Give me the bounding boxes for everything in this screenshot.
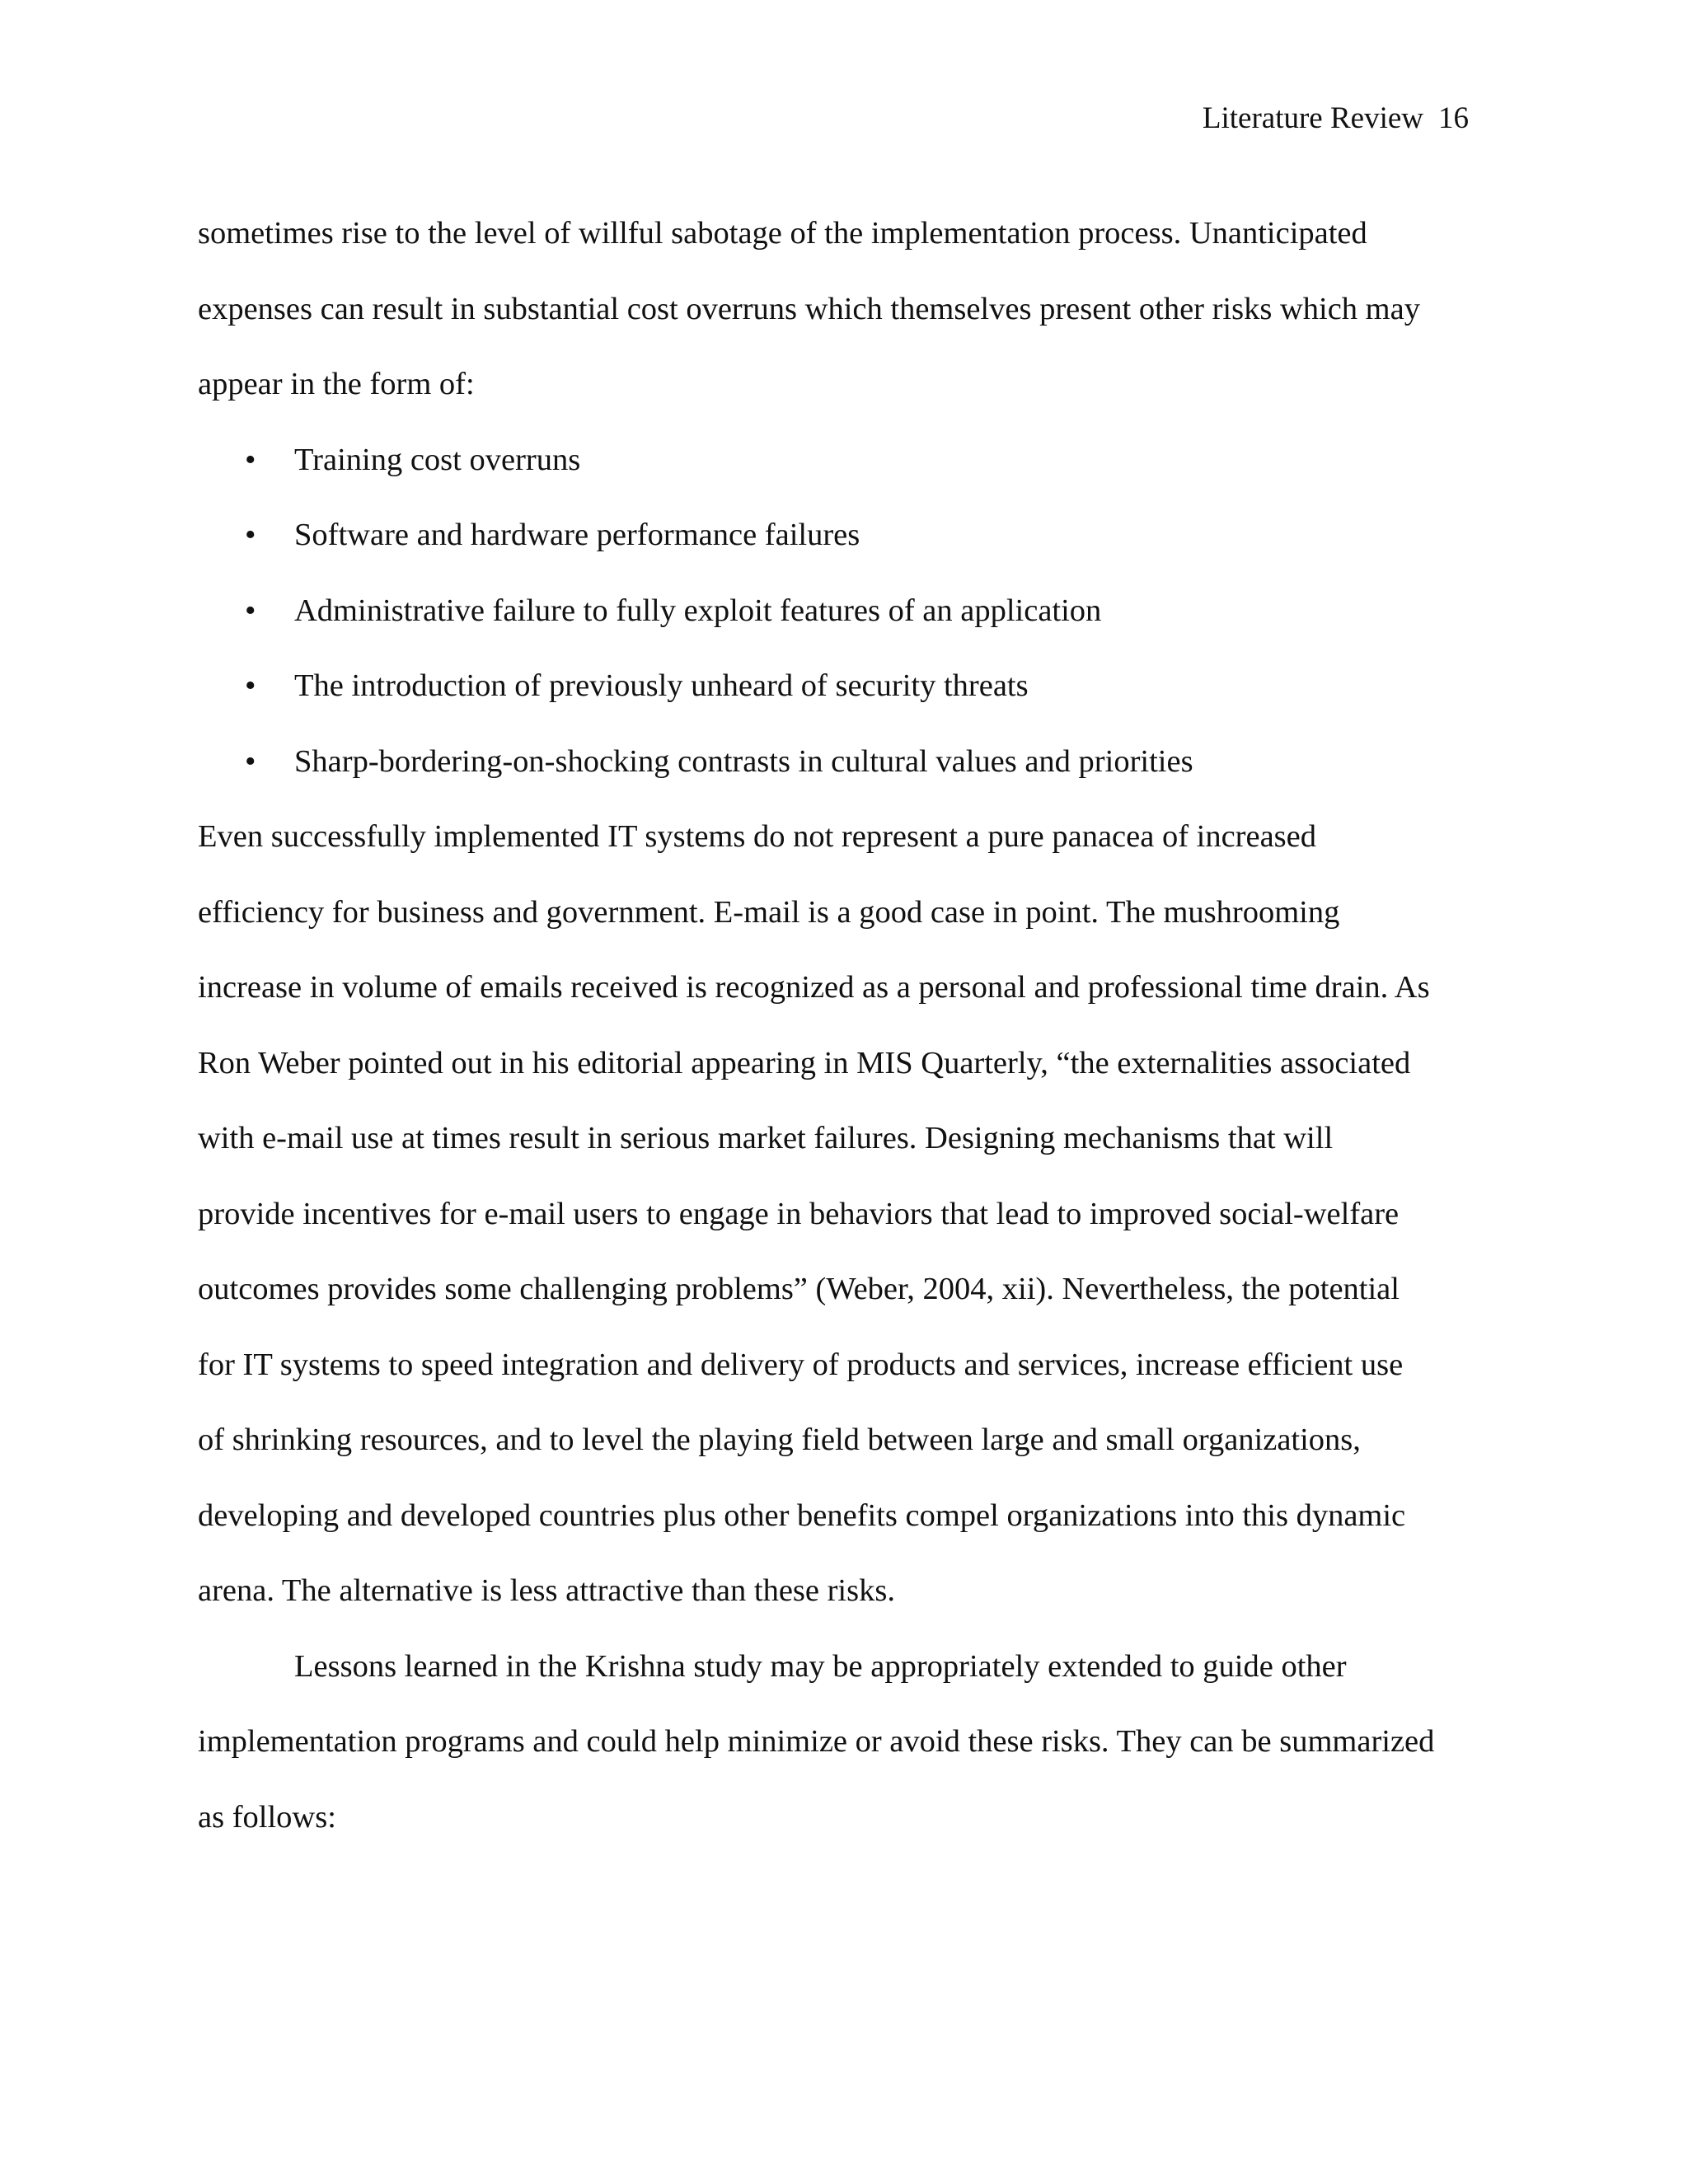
bullet-icon: • xyxy=(245,593,256,628)
list-item-text: Training cost overruns xyxy=(294,442,581,477)
text-line: implementation programs and could help minimize or avoid these risks. They can be summarized xyxy=(198,1724,1435,1759)
text-line: provide incentives for e-mail users to engage in behaviors that lead to improved social-welfare xyxy=(198,1196,1400,1231)
list-item xyxy=(198,649,1492,724)
bullet-list xyxy=(198,423,1492,800)
text-line: Lessons learned in the Krishna study may be appropriately extended to guide other xyxy=(294,1648,1347,1684)
list-item-text: Sharp-bordering-on-shocking contrasts in cultural values and priorities xyxy=(294,743,1193,779)
text-line: appear in the form of: xyxy=(198,367,475,401)
text-line: expenses can result in substantial cost overruns which themselves present other risks which may xyxy=(198,291,1420,326)
list-item xyxy=(198,423,1492,499)
text-line: with e-mail use at times result in serious market failures. Designing mechanisms that will xyxy=(198,1121,1334,1155)
list-item xyxy=(198,574,1492,649)
text-line: outcomes provides some challenging problems” (Weber, 2004, xii). Nevertheless, the potential xyxy=(198,1272,1400,1306)
paragraph-krishna-lessons xyxy=(198,1629,1492,1856)
running-head: Literature Review xyxy=(1202,101,1423,135)
text-line: sometimes rise to the level of willful sabotage of the implementation process. Unanticipated xyxy=(198,216,1367,251)
text-line: Ron Weber pointed out in his editorial appearing in MIS Quarterly, “the externalities associated xyxy=(198,1045,1411,1080)
bullet-icon: • xyxy=(245,668,256,703)
text-line: increase in volume of emails received is recognized as a personal and professional time drain. As xyxy=(198,970,1430,1005)
text-line: as follows: xyxy=(198,1799,336,1835)
page-header xyxy=(1203,97,1469,140)
text-line: arena. The alternative is less attractive than these risks. xyxy=(198,1573,895,1608)
list-item xyxy=(198,498,1492,574)
body-text xyxy=(198,196,1492,1855)
bullet-icon: • xyxy=(245,743,256,779)
list-item-text: Administrative failure to fully exploit features of an application xyxy=(294,593,1102,628)
paragraph-email-externalities xyxy=(198,799,1492,1629)
text-line: for IT systems to speed integration and delivery of products and services, increase efficient use xyxy=(198,1347,1404,1382)
list-item xyxy=(198,724,1492,800)
text-line: Even successfully implemented IT systems do not represent a pure panacea of increased xyxy=(198,819,1316,854)
page-number: 16 xyxy=(1438,101,1469,135)
text-line: of shrinking resources, and to level the playing field between large and small organizations, xyxy=(198,1422,1361,1457)
bullet-icon: • xyxy=(245,518,256,552)
list-item-text: Software and hardware performance failures xyxy=(294,518,860,552)
text-line: efficiency for business and government. E-mail is a good case in point. The mushrooming xyxy=(198,894,1340,930)
list-item-text: The introduction of previously unheard of security threats xyxy=(294,668,1029,703)
text-line: developing and developed countries plus other benefits compel organizations into this dynamic xyxy=(198,1497,1406,1533)
bullet-icon: • xyxy=(245,442,256,477)
